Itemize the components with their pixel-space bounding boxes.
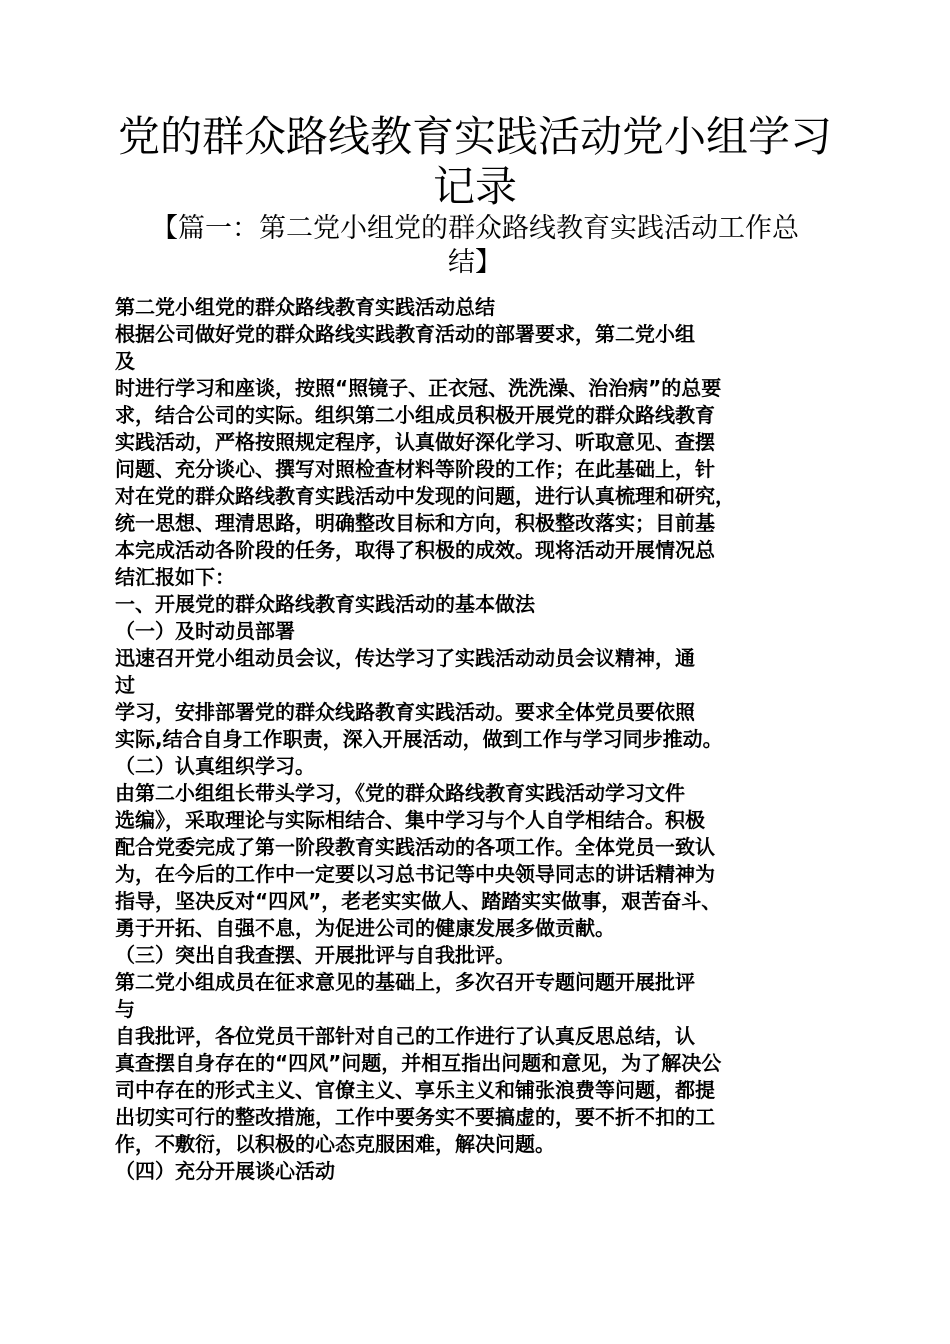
body-line: （四）充分开展谈心活动 [115, 1159, 335, 1183]
body-line: 一、开展党的群众路线教育实践活动的基本做法 [115, 592, 535, 616]
subtitle-line-2: 结】 [448, 247, 502, 278]
body-line: 第二党小组成员在征求意见的基础上，多次召开专题问题开展批评 [115, 970, 695, 994]
body-line: 统一思想、理清思路，明确整改目标和方向，积极整改落实；目前基 [115, 511, 715, 535]
body-line: 结汇报如下： [115, 565, 235, 589]
body-line: 及 [115, 349, 135, 373]
body-line: 由第二小组组长带头学习，《党的群众路线教育实践活动学习文件 [115, 781, 685, 805]
body-line: 时进行学习和座谈，按照“照镜子、正衣冠、洗洗澡、治治病”的总要 [115, 376, 722, 400]
document-title [110, 112, 840, 212]
document-body [115, 294, 840, 1185]
body-line: 作，不敷衍，以积极的心态克服困难，解决问题。 [115, 1132, 555, 1156]
body-line: 过 [115, 673, 135, 697]
subtitle-line-1: 【篇一：第二党小组党的群众路线教育实践活动工作总 [151, 213, 799, 244]
body-line: 实际,结合自身工作职责，深入开展活动，做到工作与学习同步推动。 [115, 727, 723, 751]
body-line: 为，在今后的工作中一定要以习总书记等中央领导同志的讲话精神为 [115, 862, 715, 886]
body-line: 迅速召开党小组动员会议，传达学习了实践活动动员会议精神，通 [115, 646, 695, 670]
body-line: 实践活动，严格按照规定程序，认真做好深化学习、听取意见、查摆 [115, 430, 715, 454]
body-line: 本完成活动各阶段的任务，取得了积极的成效。现将活动开展情况总 [115, 538, 715, 562]
body-line: 自我批评，各位党员干部针对自己的工作进行了认真反思总结，认 [115, 1024, 695, 1048]
body-line: 勇于开拓、自强不息，为促进公司的健康发展多做贡献。 [115, 916, 615, 940]
body-line: （三）突出自我查摆、开展批评与自我批评。 [115, 943, 515, 967]
body-line: 选编》，采取理论与实际相结合、集中学习与个人自学相结合。积极 [115, 808, 705, 832]
body-line: 指导，坚决反对“四风”，老老实实做人、踏踏实实做事，艰苦奋斗、 [115, 889, 722, 913]
title-line-2: 记录 [432, 162, 517, 211]
document-subtitle [110, 212, 840, 280]
body-line: 问题、充分谈心、撰写对照检查材料等阶段的工作；在此基础上，针 [115, 457, 715, 481]
body-line: 配合党委完成了第一阶段教育实践活动的各项工作。全体党员一致认 [115, 835, 715, 859]
body-line: 求，结合公司的实际。组织第二小组成员积极开展党的群众路线教育 [115, 403, 715, 427]
body-line: 出切实可行的整改措施，工作中要务实不要搞虚的，要不折不扣的工 [115, 1105, 715, 1129]
body-line: （二）认真组织学习。 [115, 754, 315, 778]
body-line: 司中存在的形式主义、官僚主义、享乐主义和铺张浪费等问题，都提 [115, 1078, 715, 1102]
body-line: （一）及时动员部署 [115, 619, 295, 643]
title-line-1: 党的群众路线教育实践活动党小组学习 [117, 112, 832, 161]
body-line: 第二党小组党的群众路线教育实践活动总结 [115, 295, 495, 319]
body-line: 学习，安排部署党的群众线路教育实践活动。要求全体党员要依照 [115, 700, 695, 724]
body-line: 与 [115, 997, 135, 1021]
body-line: 根据公司做好党的群众路线实践教育活动的部署要求，第二党小组 [115, 322, 695, 346]
body-line: 对在党的群众路线教育实践活动中发现的问题，进行认真梳理和研究， [115, 484, 735, 508]
body-line: 真查摆自身存在的“四风”问题，并相互指出问题和意见，为了解决公 [115, 1051, 722, 1075]
